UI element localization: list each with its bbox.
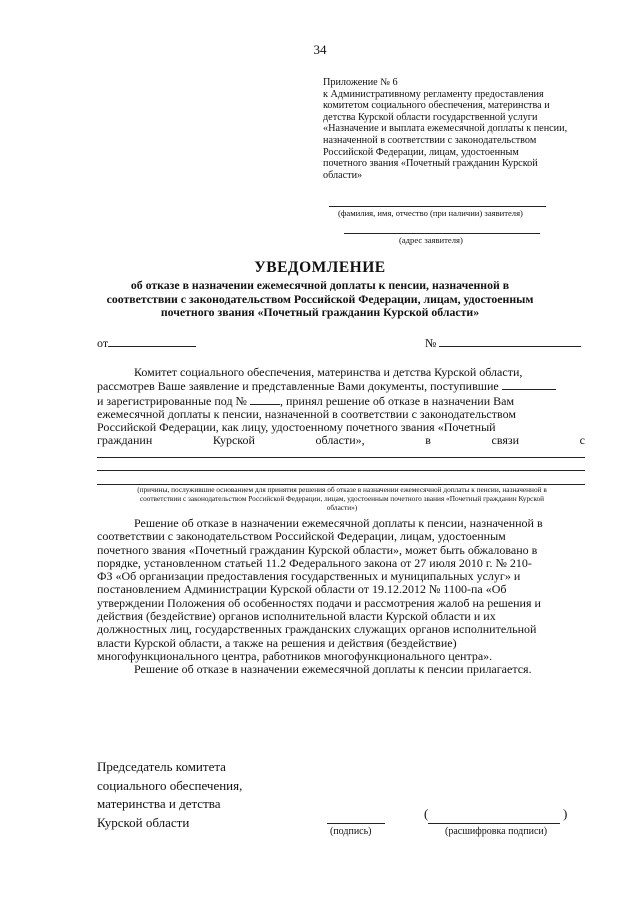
number-field	[425, 336, 581, 351]
paragraph-line: Решение об отказе в назначении ежемесячной доплаты к пенсии, назначенной в	[134, 516, 543, 530]
date-field	[97, 336, 196, 351]
paragraph-decision	[97, 366, 585, 448]
decoding-line	[428, 823, 560, 824]
paragraph-line: соответствии с законодательством Российской Федерации, лицам, удостоенным	[97, 529, 506, 544]
appendix-line: к Административному регламенту предоставления	[323, 88, 544, 100]
notice-title: УВЕДОМЛЕНИЕ	[254, 259, 386, 276]
notice-subtitle	[100, 279, 540, 320]
signature-caption: (подпись)	[330, 826, 372, 837]
paragraph-line: постановлением Администрации Курской области от 19.12.2012 № 1100-па «Об	[97, 582, 507, 597]
paragraph-line: утверждении Положения об особенностях подачи и рассмотрения жалоб на решения и	[97, 595, 541, 610]
reason-line	[97, 470, 585, 471]
paragraph-line: Российской Федерации, как лицу, удостоенному почетного звания «Почетный	[97, 420, 496, 435]
decoding-paren-open: (	[424, 806, 429, 821]
page-number: 34	[313, 42, 327, 57]
applicant-address-caption: (адрес заявителя)	[399, 235, 463, 245]
appendix-line: области»	[323, 169, 363, 181]
paragraph-line	[97, 379, 585, 393]
paragraph-line: почетного звания «Почетный гражданин Курской области», может быть обжаловано в	[97, 542, 538, 557]
paragraph-line: многофункционального центра, работников многофункционального центра».	[97, 648, 493, 663]
paragraph-line	[97, 434, 585, 447]
paragraph-line: должностных лиц, государственных гражданских служащих органов исполнительной	[97, 622, 537, 637]
paragraph-word: с	[579, 433, 585, 448]
applicant-name-caption: (фамилия, имя, отчество (при наличии) заявителя)	[338, 208, 523, 218]
appendix-line: «Назначение и выплата ежемесячной доплаты к пенсии,	[323, 123, 568, 135]
decoding-caption: (расшифровка подписи)	[445, 826, 548, 837]
paragraph-word: гражданин	[97, 433, 153, 448]
appendix-line: Приложение № 6	[323, 77, 398, 88]
paragraph-word: области»,	[315, 433, 365, 448]
subtitle-line: почетного звания «Почетный гражданин Курской области»	[160, 305, 480, 320]
paragraph-line: Комитет социального обеспечения, материнства и детства Курской области,	[134, 365, 523, 379]
appendix-line: детства Курской области государственной услуги	[323, 111, 538, 123]
appendix-line: назначенной в соответствии с законодательством	[323, 134, 537, 146]
signature-line	[327, 823, 385, 824]
paragraph-line: ежемесячной доплаты к пенсии, назначенной в соответствии с законодательством	[97, 406, 516, 421]
paragraph-line: порядке, установленном статьей 11.2 Федерального закона от 27 июля 2010 г. № 210-	[97, 555, 532, 570]
paragraph-text: , принял решение об отказе в назначении Вам	[280, 393, 515, 408]
received-date-blank	[502, 379, 556, 390]
paragraph-word: в	[425, 433, 431, 448]
paragraph-appeal	[97, 517, 585, 677]
applicant-address-line	[344, 233, 540, 234]
position-line: Председатель комитета	[97, 759, 226, 774]
position-line: материнства и детства	[97, 796, 221, 811]
paragraph-closing: Решение об отказе в назначении ежемесячной доплаты к пенсии прилагается.	[134, 662, 532, 677]
registration-number-blank	[250, 394, 280, 405]
signatory-position	[97, 758, 242, 832]
caption-line: соответствии с законодательством Российской Федерации, лицам, удостоенным почетного звания «Почетный гражданин Курской	[139, 493, 545, 503]
paragraph-text: рассмотрев Ваше заявление и представленные Вами документы, поступившие	[97, 379, 499, 394]
caption-line: области»)	[326, 502, 358, 512]
reason-caption	[97, 486, 587, 512]
appendix-line: почетного звания «Почетный гражданин Курской	[323, 158, 538, 170]
number-blank	[439, 336, 581, 347]
paragraph-line: ФЗ «Об организации предоставления государственных и муниципальных услуг» и	[97, 569, 521, 584]
caption-line: (причины, послужившие основанием для принятия решения об отказе в назначении ежемесячной доплаты к пенсии, назначенной в	[137, 485, 547, 494]
date-label: от	[97, 336, 109, 350]
subtitle-line: об отказе в назначении ежемесячной доплаты к пенсии, назначенной в	[130, 278, 510, 292]
paragraph-word: связи	[491, 433, 520, 448]
appendix-header	[323, 77, 585, 181]
number-label: №	[425, 336, 437, 350]
reason-line	[97, 457, 585, 458]
position-line: социального обеспечения,	[97, 777, 243, 793]
paragraph-text: и зарегистрированные под №	[97, 393, 247, 408]
paragraph-line	[97, 394, 585, 408]
subtitle-line: соответствии с законодательством Российской Федерации, лицам, удостоенным	[106, 291, 534, 306]
appendix-line: комитетом социального обеспечения, материнства и	[323, 100, 550, 112]
decoding-paren-close: )	[563, 806, 568, 821]
paragraph-line: власти Курской области, а также на решения и действия (бездействие)	[97, 635, 457, 650]
paragraph-word: Курской	[212, 433, 255, 448]
paragraph-line: действия (бездействие) органов исполнительной власти Курской области и их	[97, 609, 496, 624]
date-blank	[108, 336, 196, 347]
appendix-line: Российской Федерации, лицам, удостоенным	[323, 146, 519, 158]
position-line: Курской области	[97, 814, 190, 830]
applicant-name-line	[329, 206, 546, 207]
